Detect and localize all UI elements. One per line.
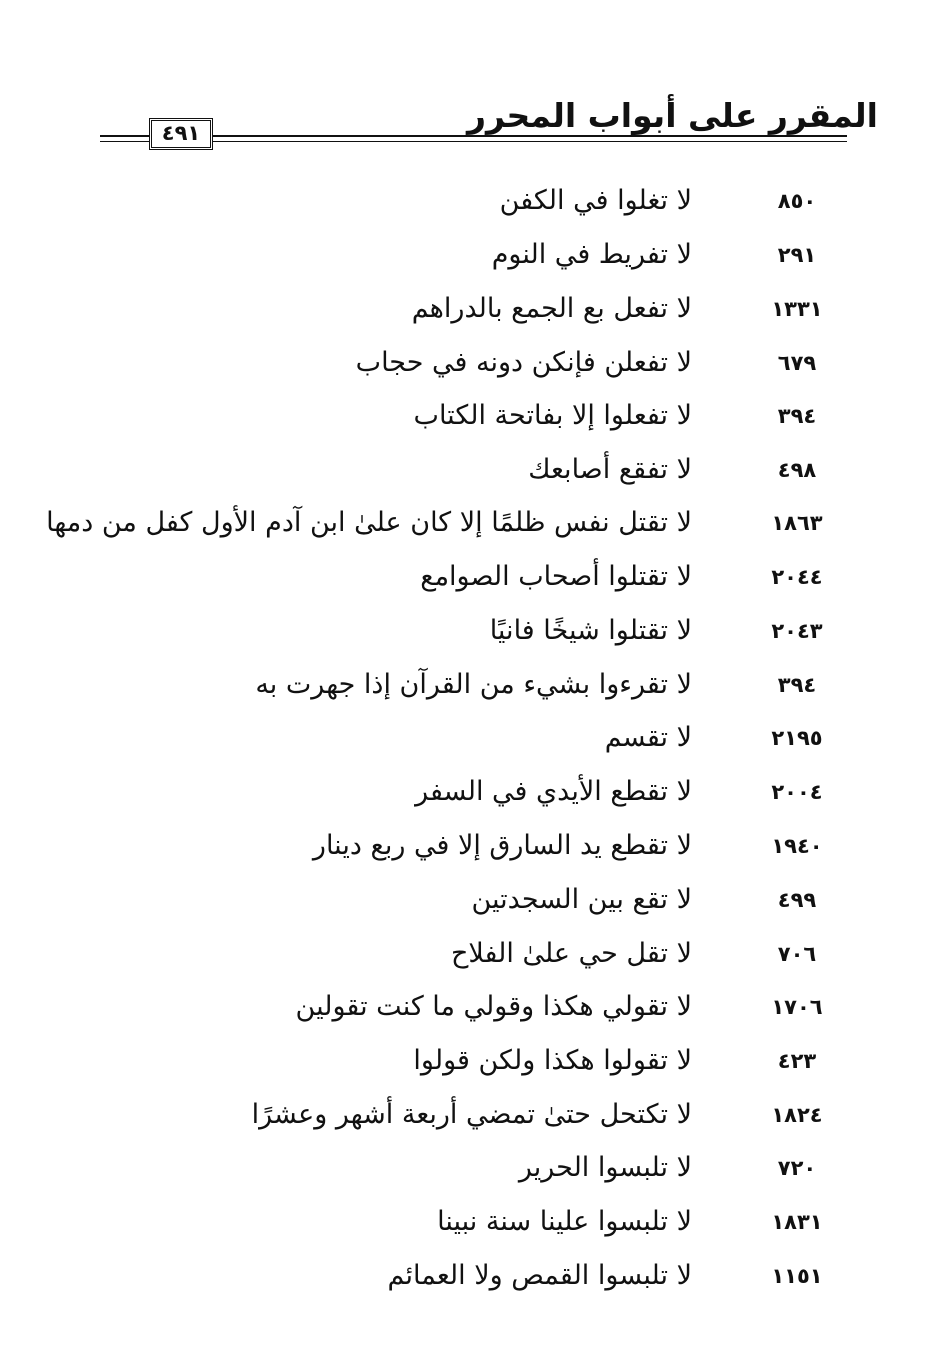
- entry-text: لا تقتل نفس ظلمًا إلا كان علىٰ ابن آدم الأول كفل من دمها: [46, 507, 692, 538]
- entry-text: لا تقولي هكذا وقولي ما كنت تقولين: [295, 991, 692, 1022]
- entry-number: ٣٩٤: [777, 404, 817, 428]
- index-entry: [0, 1256, 942, 1296]
- index-entry: [0, 987, 942, 1027]
- entry-text: لا تقتلوا شيخًا فانيًا: [489, 615, 692, 646]
- entry-number: ٢٠٤٣: [771, 619, 823, 643]
- index-entry: [0, 181, 942, 221]
- entry-text: لا تقع بين السجدتين: [471, 884, 692, 915]
- entry-text: لا تلبسوا القمص ولا العمائم: [387, 1260, 692, 1291]
- entry-number: ٨٥٠: [777, 189, 817, 213]
- index-entry: [0, 557, 942, 597]
- entry-number: ٤٩٩: [777, 888, 817, 912]
- entry-number: ٤٢٣: [777, 1049, 817, 1073]
- index-entry: [0, 611, 942, 651]
- entry-number: ١١٥١: [771, 1264, 823, 1288]
- index-entry: [0, 772, 942, 812]
- index-entry: [0, 396, 942, 436]
- running-title: المقرر على أبواب المحرر: [467, 96, 878, 135]
- entry-text: لا تفعلوا إلا بفاتحة الكتاب: [413, 400, 692, 431]
- index-entry: [0, 665, 942, 705]
- entry-number: ٢٠٤٤: [771, 565, 823, 589]
- entry-text: لا تكتحل حتىٰ تمضي أربعة أشهر وعشرًا: [251, 1099, 692, 1130]
- entry-text: لا تغلوا في الكفن: [499, 185, 692, 216]
- index-entry: [0, 880, 942, 920]
- index-entry: [0, 934, 942, 974]
- index-entry: [0, 235, 942, 275]
- entry-text: لا تفعل بع الجمع بالدراهم: [411, 293, 692, 324]
- index-entry: [0, 289, 942, 329]
- entry-text: لا تفقع أصابعك: [528, 454, 692, 485]
- index-entry: [0, 1148, 942, 1188]
- index-entry: [0, 718, 942, 758]
- entry-number: ٢١٩٥: [771, 726, 823, 750]
- entry-text: لا تقرءوا بشيء من القرآن إذا جهرت به: [255, 669, 692, 700]
- entry-text: لا تقل حي علىٰ الفلاح: [450, 938, 692, 969]
- entry-number: ١٩٤٠: [771, 834, 823, 858]
- entry-number: ٦٧٩: [777, 351, 817, 375]
- entry-number: ٤٩٨: [777, 458, 817, 482]
- entry-text: لا تلبسوا الحرير: [518, 1152, 692, 1183]
- entry-number: ١٧٠٦: [771, 995, 823, 1019]
- entry-number: ٢٠٠٤: [771, 780, 823, 804]
- entry-text: لا تقولوا هكذا ولكن قولوا: [413, 1045, 692, 1076]
- entry-text: لا تفعلن فإنكن دونه في حجاب: [355, 347, 692, 378]
- index-entry: [0, 1202, 942, 1242]
- entry-text: لا تقتلوا أصحاب الصوامع: [420, 561, 692, 592]
- entry-text: لا تفريط في النوم: [491, 239, 692, 270]
- index-entry: [0, 343, 942, 383]
- entry-number: ١٣٣١: [771, 297, 823, 321]
- entry-text: لا تقسم: [604, 722, 692, 753]
- entry-number: ٧٠٦: [777, 942, 817, 966]
- entry-number: ٣٩٤: [777, 673, 817, 697]
- entry-number: ١٨٣١: [771, 1210, 823, 1234]
- entry-number: ٢٩١: [777, 243, 817, 267]
- index-entry: [0, 450, 942, 490]
- entry-text: لا تلبسوا علينا سنة نبينا: [437, 1206, 692, 1237]
- entry-number: ١٨٦٣: [771, 511, 823, 535]
- entry-text: لا تقطع يد السارق إلا في ربع دينار: [312, 830, 692, 861]
- entry-number: ١٨٢٤: [771, 1103, 823, 1127]
- entry-text: لا تقطع الأيدي في السفر: [415, 776, 692, 807]
- index-entry: [0, 826, 942, 866]
- index-entry: [0, 1041, 942, 1081]
- index-entry: [0, 503, 942, 543]
- page-number: ٤٩١: [149, 118, 213, 150]
- index-entry: [0, 1095, 942, 1135]
- entry-number: ٧٢٠: [777, 1156, 817, 1180]
